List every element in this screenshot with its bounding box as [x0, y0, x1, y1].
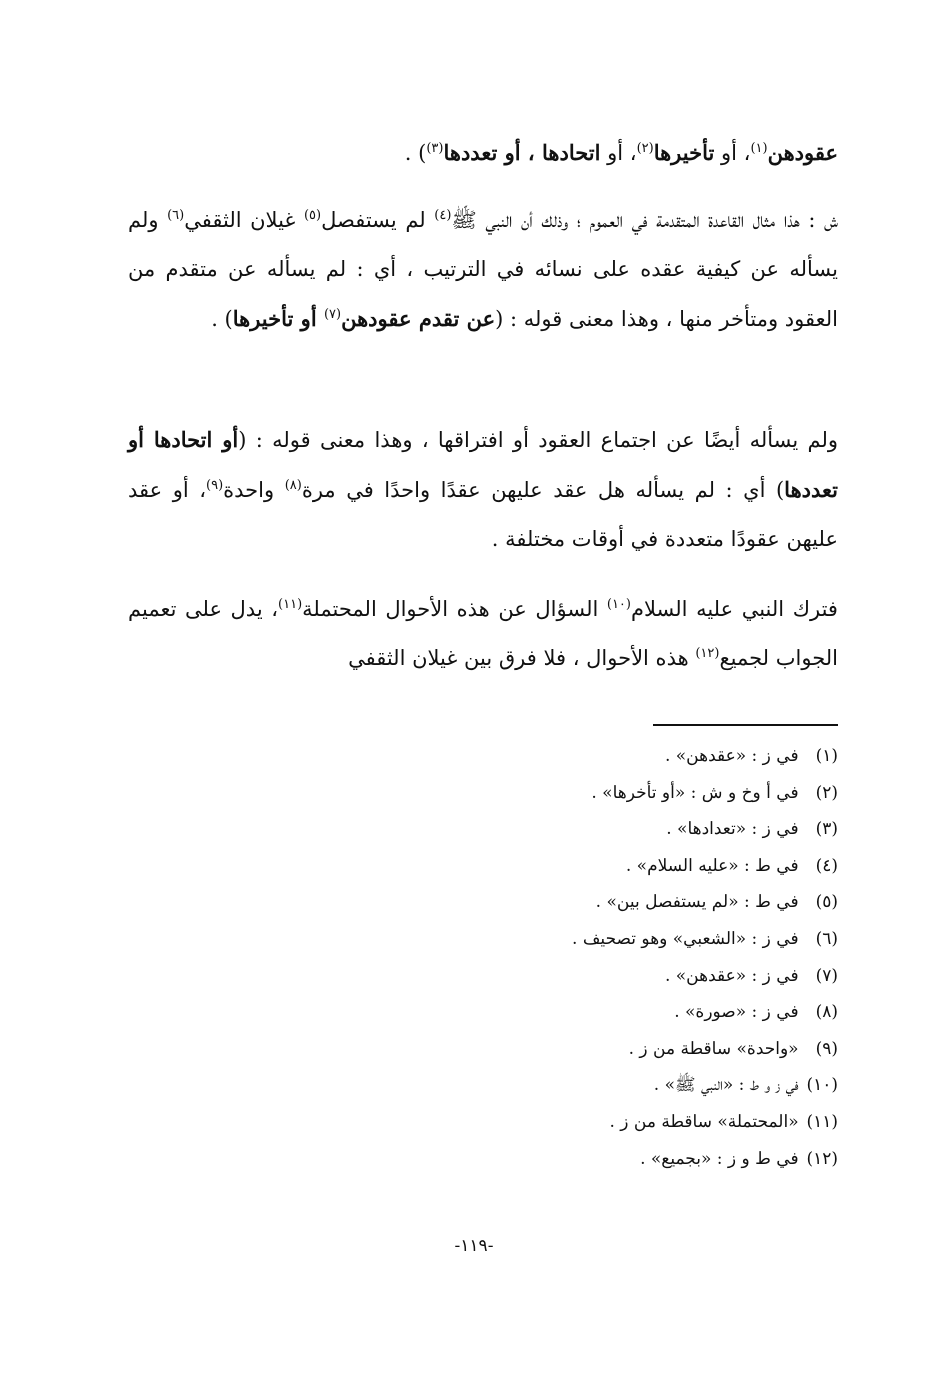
- footnote-ref[interactable]: (١): [750, 141, 768, 156]
- text-run: ش : هذا مثال القاعدة المتقدمة في العموم ؛ وذلك أن النبي ﷺ: [451, 208, 838, 232]
- footnote-item: [278, 1067, 838, 1104]
- footnote-text: في ز : «عقدهن» .: [664, 965, 799, 986]
- text-run: غيلان الثقفي: [184, 208, 304, 232]
- footnote-ref[interactable]: (٩): [206, 478, 224, 493]
- footnote-number: (٨): [815, 1002, 838, 1023]
- footnote-number: (٥): [815, 892, 838, 913]
- text-run: ) أي : لم يسأله هل عقد عليهن عقدًا واحدًا في مرة: [301, 478, 785, 502]
- footnote-ref[interactable]: (١٢): [695, 646, 720, 661]
- text-run: ) .: [211, 307, 233, 331]
- footnote-item: [278, 1141, 838, 1178]
- footnote-ref[interactable]: (٥): [303, 208, 322, 223]
- footnote-text: في ط : «لم يستفصل بين» .: [595, 892, 799, 913]
- text-run: ، أو عقد عليهن عقودًا متعددة في أوقات مختلفة .: [128, 478, 838, 551]
- footnote-text: «المحتملة» ساقطة من ز .: [609, 1111, 799, 1132]
- bold-term: تأخيرها: [653, 140, 715, 165]
- bold-term: عقودهن: [767, 140, 838, 165]
- footnote-text: في ز : «عقدهن» .: [664, 746, 799, 766]
- footnote-text: في ز و ط : «النبي ﷺ» .: [653, 1075, 799, 1096]
- footnote-number: (١٢): [806, 1148, 838, 1169]
- footnote-item: [278, 775, 838, 812]
- footnote-number: (١): [815, 746, 838, 766]
- paragraph-4: [128, 585, 838, 683]
- footnote-text: في ط : «عليه السلام» .: [625, 855, 799, 876]
- footnote-ref[interactable]: (٤): [434, 208, 452, 223]
- footnote-item: [278, 738, 838, 775]
- footnote-number: (٤): [815, 855, 838, 876]
- footnotes-list: [278, 738, 838, 1177]
- bold-term: أو اتحادها أو تعددها: [128, 427, 838, 502]
- footnote-ref[interactable]: (٢): [636, 141, 654, 156]
- text-run: ، أو: [600, 141, 637, 165]
- footnote-item: [278, 848, 838, 885]
- footnote-text: في ز : «صورة» .: [674, 1002, 799, 1023]
- footnote-number: (١٠): [806, 1075, 838, 1096]
- footnote-item: [278, 1031, 838, 1068]
- footnote-text: في ط و ز : «بجميع» .: [640, 1148, 799, 1169]
- footnote-ref[interactable]: (٧): [323, 307, 342, 322]
- page-number: -١١٩-: [454, 1236, 494, 1256]
- footnote-text: في أ وخ و ش : «أو تأخرها» .: [591, 782, 799, 803]
- footnote-item: [278, 921, 838, 958]
- footnote-number: (٦): [815, 928, 838, 949]
- text-run: هذه الأحوال ، فلا فرق بين غيلان الثقفي: [348, 646, 696, 670]
- text-run: ، يدل على تعميم الجواب لجميع: [128, 597, 838, 670]
- footnote-text: في ز : «الشعبي» وهو تصحيف .: [572, 928, 799, 949]
- paragraph-3: [128, 415, 838, 564]
- text-run: ولم يسأله أيضًا عن اجتماع العقود أو افتراقها ، وهذا معنى قوله : (: [238, 428, 839, 452]
- footnote-ref[interactable]: (٣): [426, 141, 444, 156]
- footnote-ref[interactable]: (٦): [167, 208, 185, 223]
- footnote-ref[interactable]: (١١): [278, 597, 303, 612]
- text-run: ) .: [404, 141, 427, 165]
- footnote-text: «واحدة» ساقطة من ز .: [628, 1038, 799, 1059]
- footnote-item: [278, 958, 838, 995]
- text-run: السؤال عن هذه الأحوال المحتملة: [302, 597, 607, 621]
- text-run: ، أو: [714, 141, 751, 165]
- text-run: واحدة: [223, 478, 285, 502]
- footnote-text: في ز : «تعدادها» .: [666, 819, 799, 840]
- footnote-item: [278, 1104, 838, 1141]
- footnote-item: [278, 884, 838, 921]
- footnote-number: (٣): [815, 819, 838, 840]
- paragraph-1: [128, 128, 838, 178]
- footnote-number: (١١): [806, 1111, 838, 1132]
- text-run: لم يستفصل: [321, 208, 435, 232]
- footnote-number: (٧): [815, 965, 838, 986]
- footnote-ref[interactable]: (١٠): [606, 597, 631, 612]
- text-run: ولم يسأله عن كيفية عقده على نسائه في الترتيب ، أي : لم يسأله عن متقدم من العقود ومتأخر منها ، وهذا معنى قوله : (: [128, 208, 838, 331]
- footnote-number: (٩): [815, 1038, 838, 1059]
- bold-term: اتحادها ، أو تعددها: [443, 140, 601, 165]
- footnote-number: (٢): [815, 782, 838, 803]
- footnote-ref[interactable]: (٨): [284, 478, 302, 493]
- bold-term: أو تأخيرها: [232, 306, 324, 331]
- footnote-separator: [653, 724, 838, 726]
- bold-term: عن تقدم عقودهن: [341, 306, 496, 331]
- text-run: فترك النبي عليه السلام: [631, 597, 838, 621]
- footnote-item: [278, 811, 838, 848]
- footnote-item: [278, 994, 838, 1031]
- paragraph-2: [128, 196, 838, 344]
